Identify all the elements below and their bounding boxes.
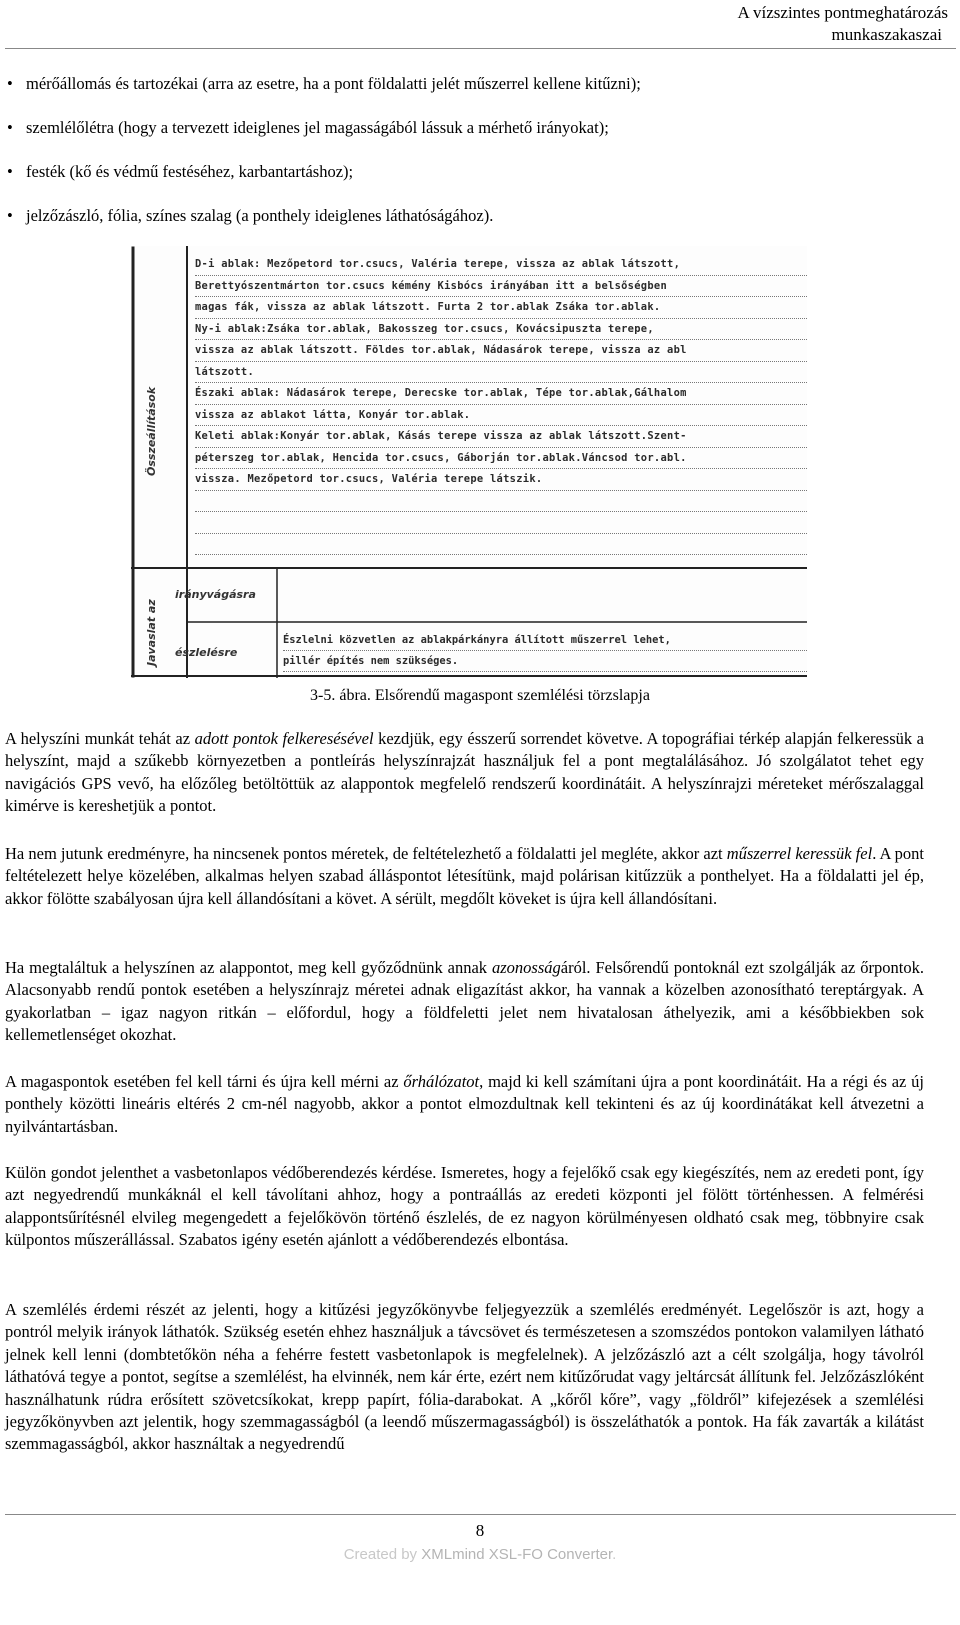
label-iranyvagasra: irányvágásra: [175, 588, 256, 601]
label-eszlelesre: észlelésre: [175, 646, 238, 659]
header-title-line2: munkaszakaszai: [831, 25, 942, 44]
paragraph: [5, 957, 924, 1047]
list-item: • festék (kő és védmű festéséhez, karbantartáshoz);: [0, 161, 950, 183]
equipment-list: [0, 73, 950, 249]
text-run-italic: azonosság: [492, 958, 561, 977]
figure-row: Ny-i ablak:Zsáka tor.ablak, Bakosszeg tor.csucs, Kovácsipuszta terepe,: [195, 319, 807, 341]
figure-empty-row: [195, 512, 807, 534]
text-run: , majd ki kell számítani újra a pont koordinátáit. Ha a régi és az új ponthely közötti lineáris eltérés 2 cm-nél nagyobb, akkor a pontot elmozdultnak kell tekinteni és az új koordinátákat kell átvezetni a nyilvántartásban.: [5, 1072, 924, 1136]
figure-row: pillér építés nem szükséges.: [283, 651, 807, 672]
figure-bottom-rows: [283, 630, 807, 672]
list-item: • mérőállomás és tartozékai (arra az esetre, ha a pont földalatti jelét műszerrel kellene kitűzni);: [0, 73, 950, 95]
text-run-italic: őrhálózatot: [403, 1072, 480, 1091]
list-item: • jelzőzászló, fólia, színes szalag (a ponthely ideiglenes láthatóságához).: [0, 205, 950, 227]
figure-caption: 3-5. ábra. Elsőrendű magaspont szemlélési törzslapja: [310, 687, 650, 704]
figure-row: D-i ablak: Mezőpetord tor.csucs, Valéria terepe, vissza az ablak látszott,: [195, 254, 807, 276]
page-number: 8: [475, 1521, 485, 1540]
figure-scan: [131, 246, 807, 678]
figure-row: vissza az ablakot látta, Konyár tor.ablak.: [195, 405, 807, 427]
figure-row: Berettyószentmárton tor.csucs kémény Kisbócs irányában itt a belsőségben: [195, 276, 807, 298]
text-run: . A pont feltételezett helye közelében, alkalmas helyen szabad álláspontot létesítünk, majd polárisan kitűzzük a ponthelyet. Ha a földalatti jel ép, akkor fölötte szabályosan újra kell állandósítani a követ. A sérült, megdőlt köveket is újra kell állandósítani.: [5, 844, 925, 908]
figure-text-rows: [195, 254, 807, 555]
header-title-line1: A vízszintes pontmeghatározás: [737, 3, 948, 22]
text-run-italic: műszerrel keressük fel: [726, 844, 873, 863]
figure-row: látszott.: [195, 362, 807, 384]
figure-row: magas fák, vissza az ablak látszott. Furta 2 tor.ablak Zsáka tor.ablak.: [195, 297, 807, 319]
paragraph: [5, 1071, 924, 1138]
figure-row: vissza az ablak látszott. Földes tor.ablak, Nádasárok terepe, vissza az abl: [195, 340, 807, 362]
side-label-bottom: Javaslat az: [145, 599, 158, 666]
figure-row: Keleti ablak:Konyár tor.ablak, Kásás terepe vissza az ablak látszott.Szent-: [195, 426, 807, 448]
paragraph: A szemlélés érdemi részét az jelenti, hogy a kitűzési jegyzőkönyvbe feljegyezzük a szemlélés eredményét. Legelőször is azt, hogy a pontról melyik irányok láthatók. Szükség esetén ehhez használjuk a távcsövet és természetesen a szomszédos pontokon valamilyen látható jelnek kell lenni (dombtetőkön néha a fehérre festett vasbetonlapok is megfelelnek). A jelzőzászló azt a célt szolgálja, hogy távolról láthatóvá tegye a pontot, segítse a szemlélést, ha elvinnék, nem kár érte, ezért nem kitűzőrudat vagy jeltárcsát állítunk fel. Jelzőzászlóként használhatunk rúdra erősített szövetcsíkokat, krepp papírt, fólia-darabokat. A „kőről kőre”, vagy „földről” kifejezések a szemlélési jegyzőkönyvben azt jelentik, hogy szemmagasságból (a leendő műszermagasságból) is összeláthatók a pontok. Ha fák zavarták a kilátást szemmagasságból, akkor használtak a negyedrendű: [5, 1300, 924, 1454]
paragraph: [5, 843, 924, 910]
text-run: Ha nem jutunk eredményre, ha nincsenek pontos méretek, de feltételezhető a földalatti jel megléte, akkor azt: [5, 844, 727, 863]
text-run: kezdjük, egy ésszerű sorrendet követve. A topográfiai térkép alapján felkeressük a helyszínt, majd a szűkebb környezetben a pontleírás helyszínrajzát használjuk fel a pont megtalálásához. Jó szolgálatot tehet egy navigációs GPS vevő, ha előzőleg betöltöttük az alappontok megfelelő rendszerű koordinátáit. A helyszínrajzi méreteket mérőszalaggal kimérve is kereshetjük a pontot.: [5, 729, 925, 816]
figure-empty-row: [195, 491, 807, 513]
header-rule: [5, 48, 956, 49]
text-run: A magaspontok esetében fel kell tárni és újra kell mérni az: [5, 1072, 404, 1091]
text-run: áról. Felsőrendű pontoknál ezt szolgálják az őrpontok. Alacsonyabb rendű pontok esetében a helyszínrajz méretei adnak eligazítást akkor, ha vannak a közelben azonosítható tereptárgyak. A gyakorlatban – igaz nagyon ritkán – előfordul, hogy a földfeletti jelet nem hivatalosan áthelyezik, ami a későbbiekben sok kellemetlenséget okozhat.: [5, 958, 924, 1045]
figure-row: Észlelni közvetlen az ablakpárkányra állított műszerrel lehet,: [283, 630, 807, 651]
footer-brand: XMLmind XSL-FO Converter: [421, 1546, 613, 1563]
paragraph: [5, 728, 924, 818]
footer-rule: [5, 1514, 956, 1515]
figure-row: Északi ablak: Nádasárok terepe, Derecske tor.ablak, Tépe tor.ablak,Gálhalom: [195, 383, 807, 405]
figure-row: péterszeg tor.ablak, Hencida tor.csucs, Gáborján tor.ablak.Váncsod tor.abl.: [195, 448, 807, 470]
text-run-italic: adott pontok felkeresésével: [194, 729, 374, 748]
figure-empty-row: [195, 534, 807, 556]
figure-row: vissza. Mezőpetord tor.csucs, Valéria terepe látszik.: [195, 469, 807, 491]
text-run: Ha megtaláltuk a helyszínen az alappontot, meg kell győződnünk annak: [5, 958, 492, 977]
list-item: • szemlélőlétra (hogy a tervezett ideiglenes jel magasságából lássuk a mérhető irányokat);: [0, 117, 950, 139]
footer-suffix: .: [612, 1546, 617, 1563]
footer-credit: [0, 1546, 960, 1563]
text-run: A helyszíni munkát tehát az: [5, 729, 195, 748]
side-label-top: Összeállítások: [145, 386, 158, 476]
paragraph: Külön gondot jelenthet a vasbetonlapos védőberendezés kérdése. Ismeretes, hogy a fejelőkő csak egy kiegészítés, nem az eredeti pont, így azt negyedrendű munkáknál el kell távolítani ahhoz, hogy a pontraállás az eredeti központi jel fölött történhessen. A felmérési alappontsűrítésnél elvileg megengedett a fejelőkövön történő észlelés, de ez nagyon körülményesen oldható csak meg, többnyire csak külpontos műszerállással. Szabatos igény esetén ajánlott a védőberendezés elbontása.: [5, 1163, 924, 1250]
footer-prefix: Created by: [343, 1546, 422, 1563]
